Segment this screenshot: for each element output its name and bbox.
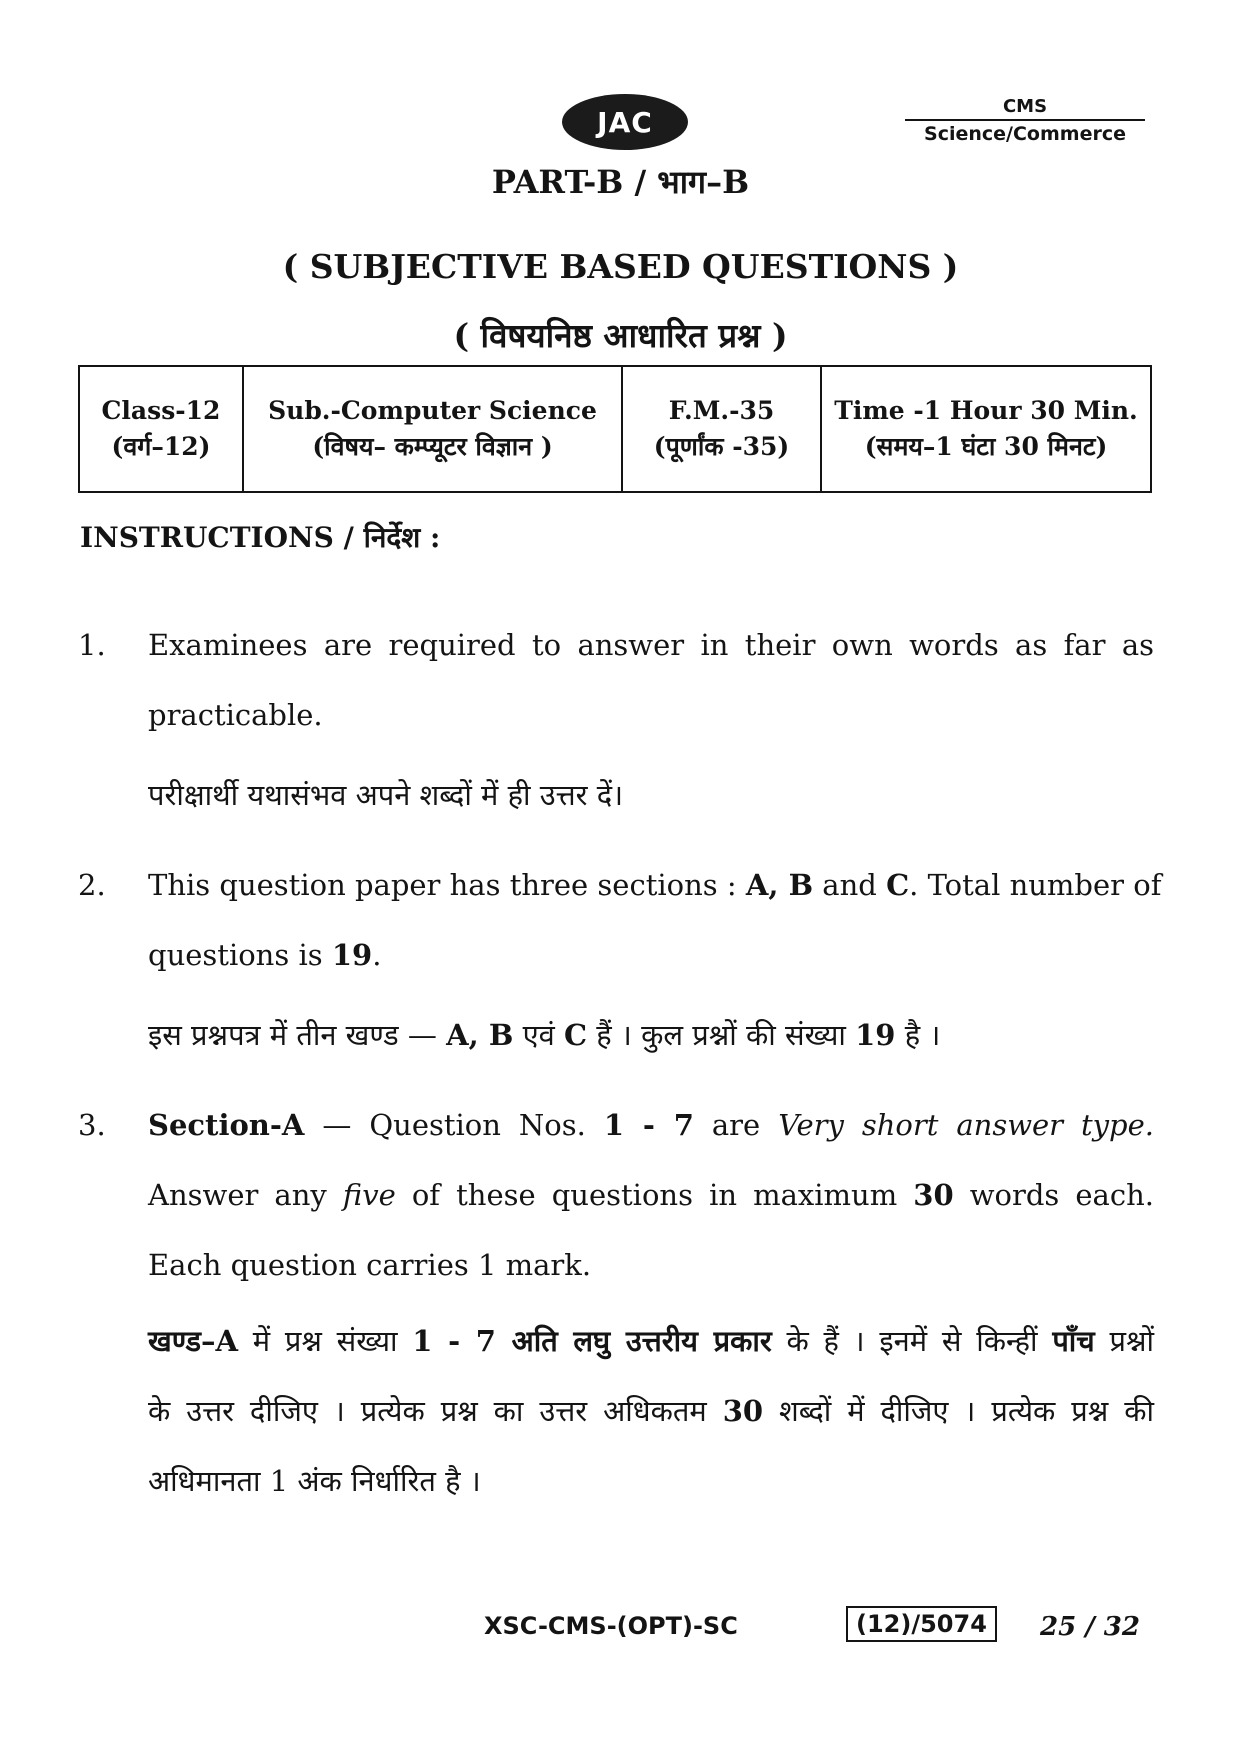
item3-en-line3: Each question carries 1 mark. [148,1248,592,1282]
part-title: PART-B / भाग–B [491,163,750,201]
text: 1 - 7 [603,1108,694,1142]
text: of these questions in maximum [395,1178,914,1212]
text: शब्दों में दीजिए । प्रत्येक प्रश्न की [763,1394,1154,1428]
page-number: 25 / 32 [1040,1612,1140,1642]
class-cell [79,366,243,492]
marks-en: F.M.-35 [668,395,775,425]
text: 30 [913,1178,954,1212]
item2-en-line1 [148,850,1162,920]
text: है । [895,1018,941,1052]
boxed-code: (12)/5074 [846,1606,997,1642]
text: में प्रश्न संख्या [238,1324,413,1358]
text: Answer any [148,1178,343,1212]
text: एवं [513,1018,564,1052]
subject-en: Sub.-Computer Science [268,395,597,425]
text: प्रश्नों [1094,1324,1154,1358]
class-hi: (वर्ग–12) [111,432,211,461]
text: हैं । कुल प्रश्नों की संख्या [587,1018,856,1052]
item-number: 2. [78,868,106,902]
text: This question paper has three sections : [148,868,746,902]
item3-en-line1 [148,1090,1154,1160]
text: are [693,1108,779,1142]
text: पाँच [1052,1324,1095,1358]
text: A, B [446,1018,514,1052]
item-number: 1. [78,628,106,662]
paper-code: XSC-CMS-(OPT)-SC [484,1612,738,1640]
item3-hi-line3: अधिमानता 1 अंक निर्धारित है । [148,1464,481,1498]
item3-hi-line2 [148,1376,1154,1446]
time-en: Time -1 Hour 30 Min. [834,395,1138,425]
text: . Total number of [909,868,1162,902]
section-subtitle-hi: ( विषयनिष्ठ आधारित प्रश्न ) [453,316,788,355]
marks-hi: (पूर्णांक -35) [653,432,790,461]
text: and [813,868,887,902]
subject-cell [243,366,622,492]
text: Section-A [148,1108,305,1142]
text: 30 [722,1394,764,1428]
text: 19 [855,1018,896,1052]
stream-label [905,96,1145,145]
text: questions is [148,938,332,972]
text: Very short answer type. [778,1108,1154,1142]
text: 19 [331,938,373,972]
text: C [886,868,910,902]
text: A, B [745,868,814,902]
text: 1 - 7 [412,1324,496,1358]
text: C [563,1018,588,1052]
jac-logo: JAC [562,94,688,150]
text: . [372,938,382,972]
text: के उत्तर दीजिए । प्रत्येक प्रश्न का उत्तर अधिकतम [148,1394,723,1428]
item2-en-line2 [148,920,1154,990]
text: अति लघु उत्तरीय प्रकार [495,1324,772,1358]
item2-hi [148,1000,1154,1070]
subject-code: CMS [905,96,1145,121]
item3-hi-line1 [148,1306,1154,1376]
text: इस प्रश्नपत्र में तीन खण्ड — [148,1018,447,1052]
text: words each. [953,1178,1154,1212]
subject-hi: (विषय– कम्प्यूटर विज्ञान ) [312,432,553,461]
item1-en-line2: practicable. [148,698,323,732]
section-subtitle-en: ( SUBJECTIVE BASED QUESTIONS ) [282,247,959,286]
class-en: Class-12 [101,395,221,425]
text: खण्ड–A [148,1324,239,1358]
text: five [342,1178,396,1212]
marks-cell [622,366,821,492]
text: — Question Nos. [304,1108,604,1142]
exam-info-table [78,365,1152,493]
item-number: 3. [78,1108,106,1142]
time-hi: (समय–1 घंटा 30 मिनट) [864,432,1108,461]
item1-en-line1: Examinees are required to answer in their own words as far as [148,628,1154,662]
instructions-heading: INSTRUCTIONS / निर्देश : [80,521,441,554]
text: के हैं । इनमें से किन्हीं [771,1324,1053,1358]
item1-hi: परीक्षार्थी यथासंभव अपने शब्दों में ही उत्तर दें। [148,778,624,812]
time-cell [821,366,1151,492]
stream-name: Science/Commerce [924,123,1126,145]
item3-en-line2 [148,1160,1154,1230]
